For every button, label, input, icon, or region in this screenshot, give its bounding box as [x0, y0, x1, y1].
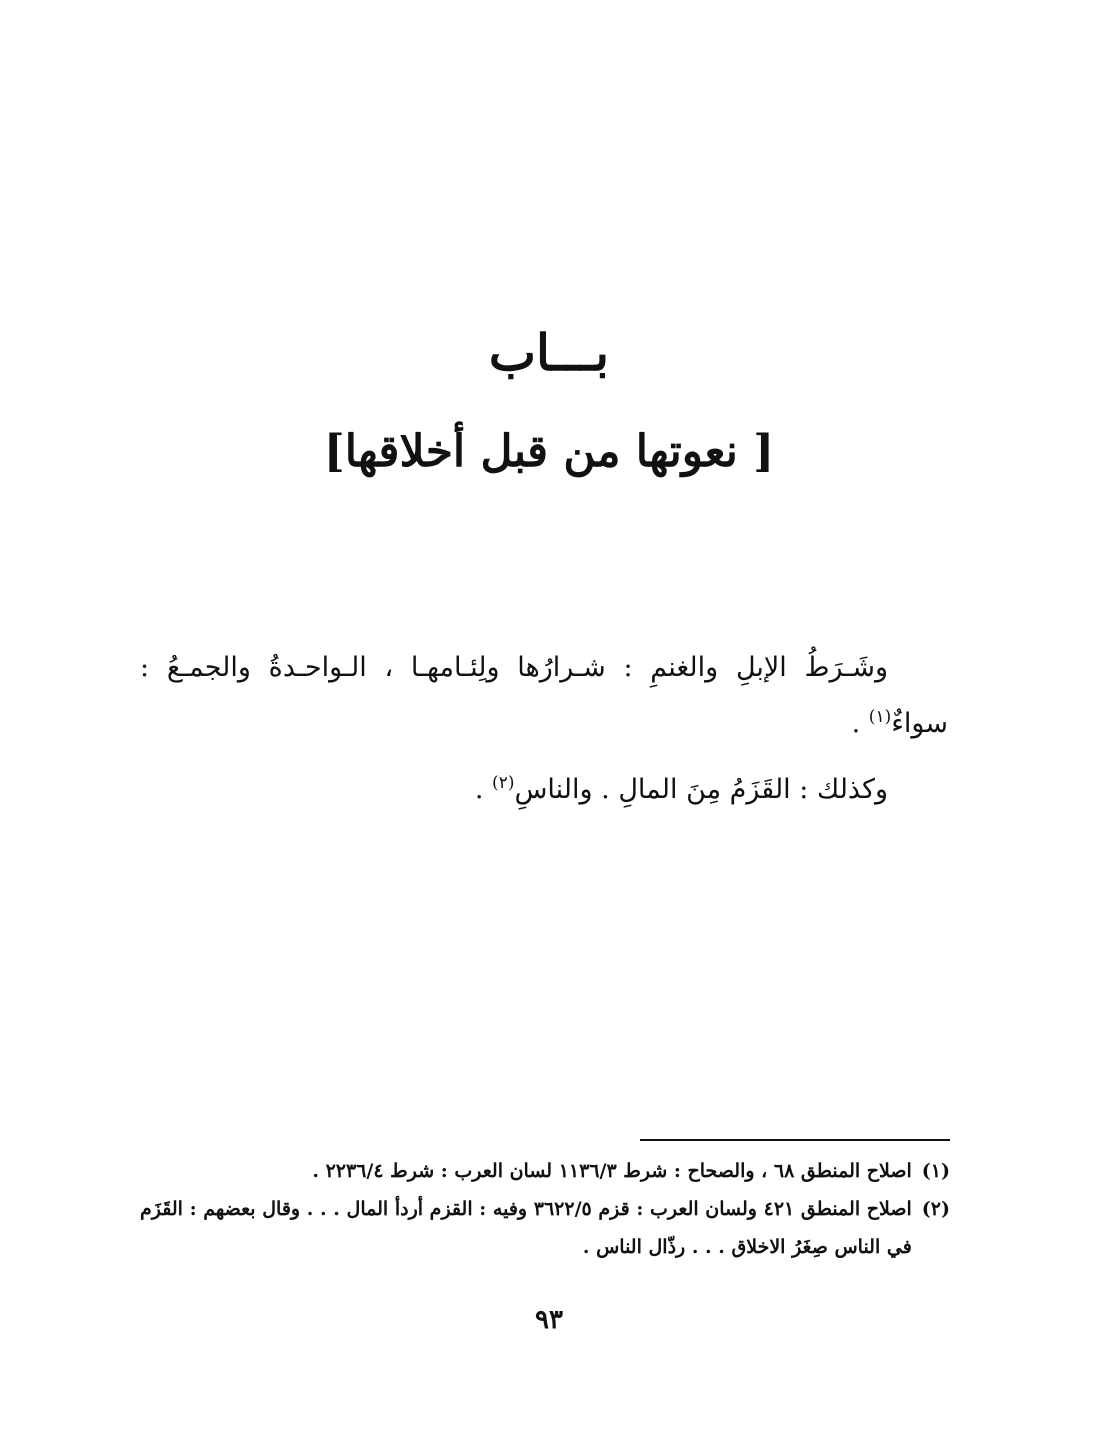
footnote-2-text: اصلاح المنطق ٤٢١ ولسان العرب : قزم ٣٦٢٢/٥ وفيه : القزم أردأ المال . . . وقال بعضهم : القَزَم في الناس صِغَرُ الاخلاق . . . رذّال الناس .: [140, 1198, 912, 1258]
footnote-1: [140, 1152, 950, 1190]
paragraph-1-tail: .: [851, 708, 869, 739]
paragraph-2: [140, 762, 948, 818]
footnotes: [140, 1152, 950, 1266]
footnote-1-number: (١): [921, 1160, 950, 1182]
footnote-1-text: اصلاح المنطق ٦٨ ، والصحاح : شرط ١١٣٦/٣ لسان العرب : شرط ٢٢٣٦/٤ .: [312, 1160, 912, 1182]
chapter-heading: بـــاب: [488, 323, 610, 382]
paragraph-2-tail: .: [474, 774, 493, 805]
footnote-2-number: (٢): [921, 1198, 950, 1220]
footnote-2: [140, 1190, 950, 1266]
footnote-ref-2: (٢): [492, 773, 515, 793]
paragraph-1: [140, 640, 948, 752]
paragraph-1-text: وشَـرَطُ الإبلِ والغنمِ : شـرارُها ولِئـامهـا ، الـواحـدةُ والجمـعُ : سواءٌ: [140, 652, 948, 739]
page-number: ٩٣: [535, 1305, 563, 1335]
paragraph-2-text: وكذلك : القَزَمُ مِنَ المالِ . والناسِ: [514, 774, 888, 805]
footnote-ref-1: (١): [868, 707, 892, 727]
footnote-divider: [640, 1139, 950, 1141]
chapter-title: [ نعوتها من قبل أخلاقها]: [323, 426, 775, 477]
body-text: [140, 640, 948, 818]
